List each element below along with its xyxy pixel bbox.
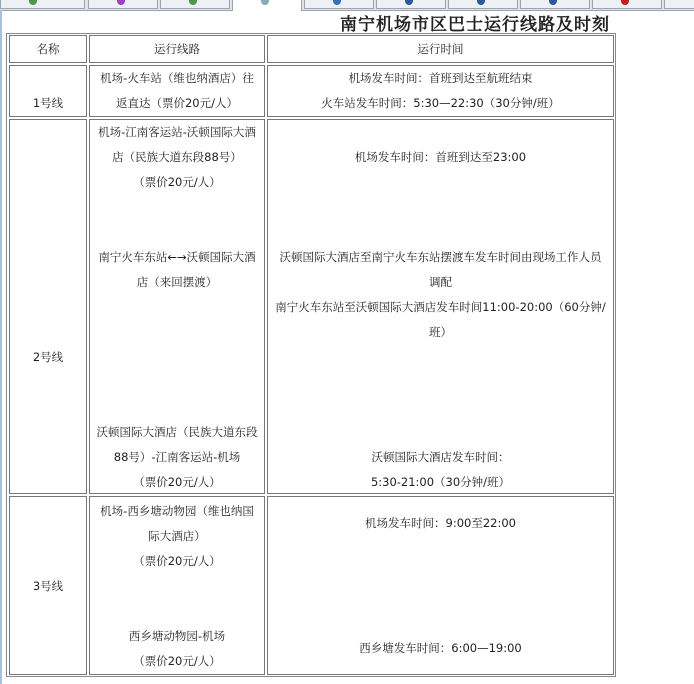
time-text: 西乡塘发车时间：6:00—19:00 — [359, 641, 522, 655]
time-text: 南宁火车东站至沃顿国际大酒店发车时间11:00-20:00（60分钟/ — [275, 300, 606, 314]
header-name — [9, 35, 87, 63]
browser-tab[interactable] — [448, 0, 518, 9]
browser-tab[interactable] — [664, 0, 694, 9]
table-row-1-route — [89, 65, 265, 117]
browser-tab[interactable] — [160, 0, 230, 9]
table-row-1-time — [267, 65, 614, 117]
tab-favicon-icon — [477, 0, 485, 5]
header-label: 名称 — [36, 42, 60, 56]
browser-tab[interactable] — [0, 0, 85, 9]
route-text: 店（民族大道东段88号） — [112, 150, 242, 164]
tab-favicon-icon — [189, 0, 197, 5]
window-edge — [0, 10, 2, 684]
route-text: （票价20元/人） — [133, 554, 221, 568]
route-text: 沃顿国际大酒店（民族大道东段 — [96, 425, 258, 439]
tab-favicon-icon — [333, 0, 341, 5]
line-name: 3号线 — [32, 579, 64, 593]
route-text: 际大酒店） — [148, 529, 206, 543]
table-row-3-route — [89, 496, 265, 675]
tab-favicon-icon — [117, 0, 125, 5]
time-text: 沃顿国际大酒店发车时间： — [371, 450, 510, 464]
browser-tab[interactable] — [520, 0, 590, 9]
time-text: 班） — [429, 325, 452, 339]
route-text: 88号）-江南客运站-机场 — [113, 450, 241, 464]
route-text: 返直达（票价20元/人） — [115, 96, 238, 110]
browser-tab[interactable] — [376, 0, 446, 9]
route-text: 南宁火车东站←→沃顿国际大酒 — [98, 250, 256, 264]
browser-tab-active[interactable] — [232, 0, 302, 11]
header-time — [267, 35, 614, 63]
route-text: （票价20元/人） — [133, 175, 221, 189]
tab-favicon-icon — [549, 0, 557, 5]
line-name: 2号线 — [32, 350, 64, 364]
route-text: （票价20元/人） — [133, 654, 221, 668]
header-label: 运行时间 — [417, 42, 464, 56]
page-title: 南宁机场市区巴士运行线路及时刻 — [340, 15, 610, 35]
time-text: 5:30-21:00（30分钟/班） — [370, 475, 511, 489]
table-row-2-name — [9, 119, 87, 494]
table-row-3-time — [267, 496, 614, 675]
route-text: 西乡塘动物园-机场 — [128, 629, 226, 643]
tab-favicon-icon — [261, 0, 269, 5]
route-text: 店（来回摆渡） — [136, 275, 218, 289]
route-text: 机场-江南客运站-沃顿国际大酒 — [98, 125, 256, 139]
table-row-2-time — [267, 119, 614, 494]
browser-tab[interactable] — [304, 0, 374, 9]
time-text: 机场发车时间：首班到达至23:00 — [354, 150, 527, 164]
route-text: （票价20元/人） — [133, 475, 221, 489]
tab-favicon-icon — [405, 0, 413, 5]
time-text: 机场发车时间：9:00至22:00 — [365, 516, 516, 530]
browser-tab[interactable] — [88, 0, 158, 9]
tab-favicon-icon — [29, 0, 37, 5]
time-text: 机场发车时间：首班到达至航班结束 — [348, 71, 533, 85]
route-text: 机场-西乡塘动物园（维也纳国 — [100, 504, 254, 518]
route-text: 机场-火车站（维也纳酒店）往 — [100, 71, 254, 85]
table-row-2-route — [89, 119, 265, 494]
header-label: 运行线路 — [154, 42, 200, 56]
tab-favicon-icon — [621, 0, 629, 5]
table-row-3-name — [9, 496, 87, 675]
line-name: 1号线 — [32, 96, 64, 110]
header-route — [89, 35, 265, 63]
browser-tab[interactable] — [592, 0, 662, 9]
time-text: 调配 — [429, 275, 452, 289]
table-row-1-name — [9, 65, 87, 117]
time-text: 火车站发车时间：5:30—22:30（30分钟/班） — [321, 96, 560, 110]
time-text: 沃顿国际大酒店至南宁火车东站摆渡车发车时间由现场工作人员 — [279, 250, 602, 264]
